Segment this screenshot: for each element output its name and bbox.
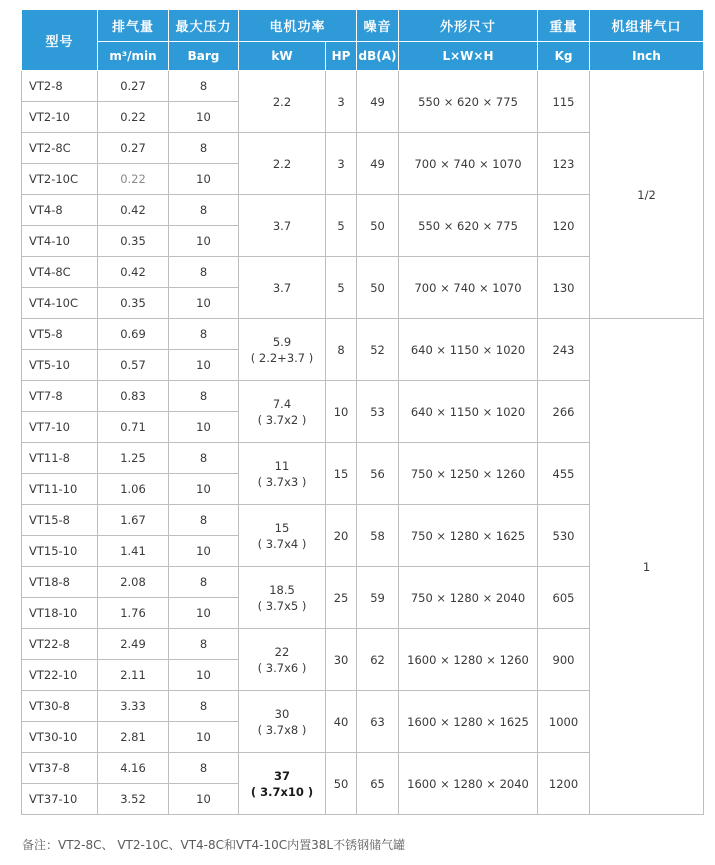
pressure-value: 8 [169,691,239,722]
model-name: VT22-10 [22,660,98,691]
weight-value: 120 [538,195,590,257]
motor-kw-breakdown: ( 3.7x2 ) [257,412,307,427]
airflow-value: 0.22 [98,164,169,195]
pressure-value: 8 [169,257,239,288]
header-weight: 重量 [538,10,590,42]
pressure-value: 8 [169,319,239,350]
motor-hp-value: 5 [326,257,357,319]
model-name: VT5-10 [22,350,98,381]
motor-kw-value [239,71,326,133]
model-name: VT4-10C [22,288,98,319]
airflow-value: 0.42 [98,195,169,226]
motor-kw-value [239,505,326,567]
header-motor-hp: HP [326,42,357,71]
outlet-value: 1/2 [590,71,704,319]
noise-value: 58 [357,505,399,567]
airflow-value: 4.16 [98,753,169,784]
dimensions-value: 1600 × 1280 × 1625 [399,691,538,753]
header-weight-unit: Kg [538,42,590,71]
airflow-value: 0.35 [98,226,169,257]
model-name: VT4-8 [22,195,98,226]
dimensions-value: 750 × 1280 × 2040 [399,567,538,629]
motor-hp-value: 40 [326,691,357,753]
pressure-value: 10 [169,164,239,195]
model-name: VT7-8 [22,381,98,412]
header-airflow-unit: m³/min [98,42,169,71]
pressure-value: 8 [169,629,239,660]
pressure-value: 8 [169,133,239,164]
footnote: 备注：VT2-8C、 VT2-10C、VT4-8C和VT4-10C内置38L不锈钢储气罐 [22,838,406,852]
noise-value: 62 [357,629,399,691]
motor-kw-total: 2.2 [272,156,292,171]
model-name: VT18-10 [22,598,98,629]
table-header [22,10,704,71]
motor-hp-value: 3 [326,71,357,133]
airflow-value: 2.11 [98,660,169,691]
noise-value: 52 [357,319,399,381]
motor-hp-value: 25 [326,567,357,629]
motor-kw-value [239,691,326,753]
pressure-value: 8 [169,443,239,474]
motor-kw-breakdown: ( 3.7x5 ) [257,598,307,613]
dimensions-value: 550 × 620 × 775 [399,71,538,133]
pressure-value: 8 [169,71,239,102]
weight-value: 1000 [538,691,590,753]
airflow-value: 1.76 [98,598,169,629]
motor-kw-total: 3.7 [272,218,292,233]
weight-value: 1200 [538,753,590,815]
dimensions-value: 1600 × 1280 × 1260 [399,629,538,691]
pressure-value: 10 [169,226,239,257]
pressure-value: 10 [169,598,239,629]
airflow-value: 3.52 [98,784,169,815]
dimensions-value: 750 × 1280 × 1625 [399,505,538,567]
motor-kw-total: 11 [274,458,290,473]
airflow-value: 2.08 [98,567,169,598]
motor-kw-total: 7.4 [272,396,292,411]
dimensions-value: 550 × 620 × 775 [399,195,538,257]
model-name: VT11-8 [22,443,98,474]
motor-kw-total: 37 [273,768,290,783]
header-dimensions: 外形尺寸 [399,10,538,42]
table-row [22,319,704,350]
noise-value: 49 [357,71,399,133]
model-name: VT4-8C [22,257,98,288]
motor-hp-value: 30 [326,629,357,691]
airflow-value: 0.22 [98,102,169,133]
model-name: VT18-8 [22,567,98,598]
model-name: VT2-10 [22,102,98,133]
motor-kw-total: 18.5 [269,582,295,597]
dimensions-value: 640 × 1150 × 1020 [399,381,538,443]
motor-hp-value: 20 [326,505,357,567]
header-motor-kw: kW [239,42,326,71]
motor-kw-total: 30 [274,706,290,721]
header-pressure-unit: Barg [169,42,239,71]
pressure-value: 10 [169,660,239,691]
motor-kw-total: 22 [274,644,290,659]
motor-kw-value [239,567,326,629]
dimensions-value: 1600 × 1280 × 2040 [399,753,538,815]
motor-kw-value [239,319,326,381]
model-name: VT15-8 [22,505,98,536]
motor-hp-value: 3 [326,133,357,195]
motor-hp-value: 50 [326,753,357,815]
model-name: VT11-10 [22,474,98,505]
pressure-value: 8 [169,381,239,412]
airflow-value: 1.25 [98,443,169,474]
pressure-value: 8 [169,505,239,536]
motor-kw-breakdown: ( 3.7x6 ) [257,660,307,675]
motor-kw-value [239,257,326,319]
model-name: VT15-10 [22,536,98,567]
weight-value: 455 [538,443,590,505]
airflow-value: 0.35 [98,288,169,319]
weight-value: 243 [538,319,590,381]
model-name: VT4-10 [22,226,98,257]
airflow-value: 0.57 [98,350,169,381]
pressure-value: 10 [169,288,239,319]
pressure-value: 10 [169,722,239,753]
weight-value: 115 [538,71,590,133]
noise-value: 49 [357,133,399,195]
noise-value: 65 [357,753,399,815]
airflow-value: 0.42 [98,257,169,288]
weight-value: 123 [538,133,590,195]
motor-kw-total: 5.9 [272,334,292,349]
pressure-value: 10 [169,350,239,381]
dimensions-value: 750 × 1250 × 1260 [399,443,538,505]
pressure-value: 8 [169,753,239,784]
motor-kw-value [239,443,326,505]
noise-value: 50 [357,257,399,319]
noise-value: 56 [357,443,399,505]
motor-kw-breakdown: ( 2.2+3.7 ) [250,350,314,365]
spec-table [21,9,704,815]
motor-hp-value: 15 [326,443,357,505]
airflow-value: 1.41 [98,536,169,567]
noise-value: 53 [357,381,399,443]
weight-value: 900 [538,629,590,691]
header-pressure: 最大压力 [169,10,239,42]
model-name: VT22-8 [22,629,98,660]
pressure-value: 10 [169,102,239,133]
outlet-value: 1 [590,319,704,815]
model-name: VT2-10C [22,164,98,195]
airflow-value: 1.67 [98,505,169,536]
motor-kw-total: 3.7 [272,280,292,295]
pressure-value: 8 [169,195,239,226]
airflow-value: 2.81 [98,722,169,753]
header-model: 型号 [22,10,98,71]
pressure-value: 8 [169,567,239,598]
motor-kw-value [239,629,326,691]
motor-kw-value [239,753,326,815]
motor-kw-breakdown: ( 3.7x4 ) [257,536,307,551]
motor-kw-breakdown: ( 3.7x3 ) [257,474,307,489]
weight-value: 130 [538,257,590,319]
header-outlet: 机组排气口 [590,10,704,42]
airflow-value: 3.33 [98,691,169,722]
motor-kw-breakdown: ( 3.7x10 ) [250,784,314,799]
table-body [22,71,704,815]
table-row [22,71,704,102]
dimensions-value: 700 × 740 × 1070 [399,133,538,195]
motor-kw-total: 15 [274,520,290,535]
header-outlet-unit: Inch [590,42,704,71]
model-name: VT30-8 [22,691,98,722]
model-name: VT7-10 [22,412,98,443]
weight-value: 530 [538,505,590,567]
model-name: VT37-10 [22,784,98,815]
header-airflow: 排气量 [98,10,169,42]
motor-kw-breakdown: ( 3.7x8 ) [257,722,307,737]
model-name: VT2-8 [22,71,98,102]
motor-hp-value: 8 [326,319,357,381]
motor-hp-value: 5 [326,195,357,257]
airflow-value: 0.69 [98,319,169,350]
airflow-value: 0.71 [98,412,169,443]
motor-kw-total: 2.2 [272,94,292,109]
model-name: VT5-8 [22,319,98,350]
dimensions-value: 640 × 1150 × 1020 [399,319,538,381]
airflow-value: 0.27 [98,71,169,102]
model-name: VT2-8C [22,133,98,164]
weight-value: 266 [538,381,590,443]
noise-value: 50 [357,195,399,257]
header-noise-unit: dB(A) [357,42,399,71]
noise-value: 63 [357,691,399,753]
airflow-value: 1.06 [98,474,169,505]
dimensions-value: 700 × 740 × 1070 [399,257,538,319]
header-motor: 电机功率 [239,10,357,42]
model-name: VT37-8 [22,753,98,784]
pressure-value: 10 [169,536,239,567]
airflow-value: 0.27 [98,133,169,164]
pressure-value: 10 [169,474,239,505]
model-name: VT30-10 [22,722,98,753]
motor-kw-value [239,195,326,257]
header-dimensions-unit: L×W×H [399,42,538,71]
pressure-value: 10 [169,412,239,443]
airflow-value: 2.49 [98,629,169,660]
header-noise: 噪音 [357,10,399,42]
airflow-value: 0.83 [98,381,169,412]
motor-kw-value [239,133,326,195]
weight-value: 605 [538,567,590,629]
motor-hp-value: 10 [326,381,357,443]
noise-value: 59 [357,567,399,629]
pressure-value: 10 [169,784,239,815]
motor-kw-value [239,381,326,443]
